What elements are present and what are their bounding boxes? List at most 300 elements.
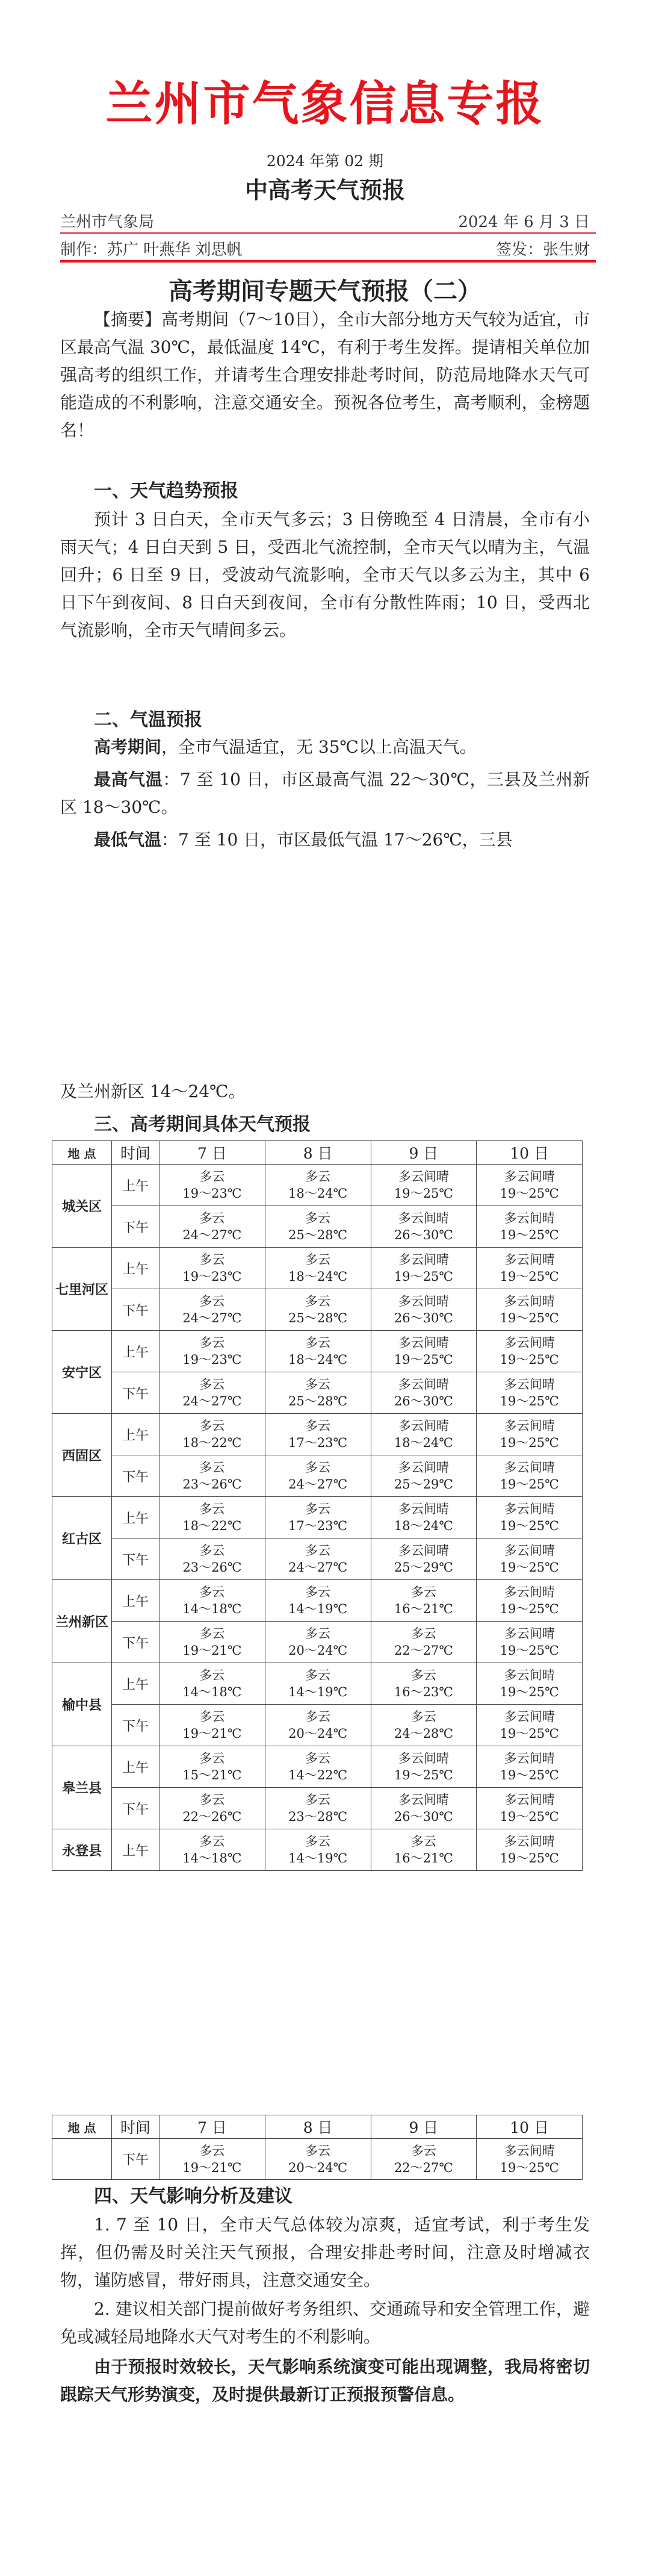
weather-text: 多云间晴	[504, 1502, 555, 1516]
temp-range: 25～28℃	[288, 1228, 348, 1242]
forecast-cell	[371, 1663, 477, 1705]
forecast-cell	[371, 1788, 477, 1829]
temp-range: 19～25℃	[500, 1685, 559, 1699]
temp-range: 19～25℃	[394, 1186, 453, 1201]
table-row	[52, 1663, 583, 1705]
weather-text: 多云间晴	[504, 1294, 555, 1308]
forecast-cell	[477, 1663, 583, 1705]
forecast-cell	[159, 1622, 265, 1663]
time-cell: 下午	[112, 1372, 159, 1414]
temp-range: 25～28℃	[288, 1311, 348, 1325]
weather-text: 多云	[199, 1668, 225, 1682]
forecast-cell	[371, 1248, 477, 1289]
period-text: ，全市气温适宜，无 35℃以上高温天气。	[161, 737, 477, 757]
place-cell	[52, 2139, 112, 2180]
temp-range: 26～30℃	[394, 1394, 453, 1408]
weather-text: 多云	[305, 1169, 331, 1184]
weather-text: 多云	[305, 1585, 331, 1599]
forecast-cell	[159, 1206, 265, 1248]
section-3-title: 三、高考期间具体天气预报	[94, 1114, 311, 1135]
weather-text: 多云间晴	[504, 1252, 555, 1267]
weather-text: 多云	[199, 1211, 225, 1225]
time-cell: 上午	[112, 1414, 159, 1455]
temp-range: 14～18℃	[182, 1602, 242, 1616]
weather-text: 多云	[199, 1336, 225, 1350]
temp-range: 16～23℃	[394, 1685, 453, 1699]
forecast-cell	[265, 1455, 371, 1497]
forecast-cell	[371, 1372, 477, 1414]
temp-range: 14～19℃	[288, 1602, 348, 1616]
weather-text: 多云	[305, 1294, 331, 1308]
forecast-cell	[371, 1165, 477, 1206]
time-cell: 上午	[112, 1248, 159, 1289]
forecast-cell	[477, 1746, 583, 1788]
weather-text: 多云间晴	[504, 1585, 555, 1599]
weather-text: 多云	[199, 1460, 225, 1475]
temp-range: 19～25℃	[500, 1436, 559, 1450]
table-row	[52, 1788, 583, 1829]
weather-text: 多云间晴	[398, 1377, 449, 1392]
temp-range: 19～25℃	[394, 1352, 453, 1367]
time-cell: 下午	[112, 1538, 159, 1580]
temp-range: 24～27℃	[182, 1228, 242, 1242]
forecast-cell	[265, 1372, 371, 1414]
forecast-cell	[477, 1248, 583, 1289]
place-cell: 皋兰县	[52, 1746, 112, 1829]
forecast-cell	[477, 1580, 583, 1622]
forecast-cell	[371, 1497, 477, 1538]
weather-text: 多云	[305, 1543, 331, 1558]
weather-text: 多云间晴	[398, 1211, 449, 1225]
forecast-cell	[159, 1829, 265, 1871]
weather-text: 多云	[305, 1211, 331, 1225]
temp-range: 20～24℃	[288, 1643, 348, 1658]
temp-range: 26～30℃	[394, 1228, 453, 1242]
temp-max	[60, 766, 590, 821]
weather-text: 多云间晴	[398, 1336, 449, 1350]
min-label: 最低气温	[94, 830, 162, 850]
header-day10: 10 日	[477, 2115, 583, 2139]
place-cell: 永登县	[52, 1829, 112, 1871]
place-cell: 七里河区	[52, 1248, 112, 1331]
temp-range: 18～24℃	[288, 1186, 348, 1201]
time-cell: 下午	[112, 1788, 159, 1829]
forecast-table	[52, 1140, 583, 1871]
header-time: 时间	[112, 1141, 159, 1165]
forecast-cell	[477, 1538, 583, 1580]
weather-text: 多云	[410, 1710, 436, 1724]
temp-range: 23～26℃	[182, 1477, 242, 1492]
temp-range: 22～27℃	[394, 1643, 453, 1658]
max-label: 最高气温	[94, 770, 163, 789]
forecast-cell	[159, 1538, 265, 1580]
weather-text: 多云	[199, 1710, 225, 1724]
temp-range: 14～19℃	[288, 1851, 348, 1865]
temp-range: 17～23℃	[288, 1436, 348, 1450]
time-cell: 上午	[112, 1165, 159, 1206]
weather-text: 多云	[305, 1502, 331, 1516]
forecast-cell	[159, 1663, 265, 1705]
place-cell: 红古区	[52, 1497, 112, 1580]
header-day9: 9 日	[371, 2115, 477, 2139]
forecast-cell	[159, 1414, 265, 1455]
temp-range: 18～24℃	[394, 1519, 453, 1533]
temp-range: 18～24℃	[394, 1436, 453, 1450]
forecast-cell	[159, 1788, 265, 1829]
time-cell: 下午	[112, 1206, 159, 1248]
forecast-cell	[159, 1580, 265, 1622]
weather-text: 多云	[305, 1793, 331, 1807]
header-day8: 8 日	[265, 1141, 371, 1165]
forecast-cell	[371, 1455, 477, 1497]
temp-range: 18～24℃	[288, 1269, 348, 1284]
temp-range: 19～25℃	[500, 1352, 559, 1367]
forecast-cell	[265, 1248, 371, 1289]
issue-date: 2024 年 6 月 3 日	[458, 213, 590, 231]
weather-text: 多云间晴	[504, 1169, 555, 1184]
place-cell: 西固区	[52, 1414, 112, 1497]
temp-range: 19～25℃	[500, 1643, 559, 1658]
place-cell: 榆中县	[52, 1663, 112, 1746]
doc-title: 高考期间专题天气预报（二）	[169, 277, 481, 305]
header-day10: 10 日	[477, 1141, 583, 1165]
issue-number: 2024 年第 02 期	[266, 152, 384, 170]
temp-range: 19～23℃	[182, 1352, 242, 1367]
weather-text: 多云间晴	[504, 1377, 555, 1392]
temp-range: 19～25℃	[394, 1768, 453, 1782]
forecast-cell	[371, 1580, 477, 1622]
forecast-cell	[265, 1538, 371, 1580]
table-row	[52, 1497, 583, 1538]
forecast-cell	[371, 1705, 477, 1746]
table-row	[52, 1289, 583, 1331]
weather-text: 多云	[199, 1294, 225, 1308]
period-label: 高考期间	[94, 737, 162, 757]
weather-text: 多云	[305, 1460, 331, 1475]
forecast-cell	[159, 1248, 265, 1289]
temp-range: 18～22℃	[182, 1436, 242, 1450]
forecast-cell	[265, 1580, 371, 1622]
weather-text: 多云间晴	[504, 1793, 555, 1807]
header-rule-thick	[60, 260, 596, 263]
temp-range: 24～28℃	[394, 1726, 453, 1741]
temp-range: 23～28℃	[288, 1809, 348, 1824]
weather-text: 多云间晴	[398, 1419, 449, 1433]
table-header-row	[52, 2115, 583, 2139]
weather-text: 多云	[305, 1336, 331, 1350]
weather-text: 多云	[199, 1626, 225, 1641]
temp-range: 19～21℃	[182, 2160, 242, 2175]
header-day9: 9 日	[371, 1141, 477, 1165]
report-masthead: 兰州市气象信息专报	[105, 77, 545, 131]
forecast-cell	[265, 1746, 371, 1788]
table-row	[52, 1746, 583, 1788]
temp-range: 25～29℃	[394, 1477, 453, 1492]
header-rule-thin	[60, 232, 596, 234]
temp-range: 19～21℃	[182, 1643, 242, 1658]
editors: 制作：苏广 叶燕华 刘思帆	[60, 241, 243, 259]
time-cell: 上午	[112, 1331, 159, 1372]
forecast-table-continued	[52, 2115, 583, 2180]
forecast-cell	[477, 1705, 583, 1746]
forecast-cell	[159, 1455, 265, 1497]
temp-range: 19～25℃	[500, 2160, 559, 2175]
forecast-cell	[159, 1746, 265, 1788]
weather-text: 多云	[199, 2143, 225, 2158]
temp-range: 24～27℃	[182, 1311, 242, 1325]
advice-paragraph-1: 1. 7 至 10 日，全市天气总体较为凉爽，适宜考试，利于考生发挥，但仍需及时关注天气预报，合理安排赴考时间，注意及时增减衣物，谨防感冒，带好雨具，注意交通安全。	[60, 2215, 590, 2290]
section-1-title: 一、天气趋势预报	[94, 481, 238, 502]
temp-range: 19～25℃	[500, 1851, 559, 1865]
place-cell: 兰州新区	[52, 1580, 112, 1663]
header-day7: 7 日	[159, 2115, 265, 2139]
summary-paragraph: 【摘要】高考期间（7～10日），全市大部分地方天气较为适宜，市区最高气温 30℃，最低温度 14℃，有利于考生发挥。提请相关单位加强高考的组织工作，并请考生合理安排赴考时间，防范局地降水天气可能造成的不利影响，注意交通安全。预祝各位考生，高考顺利，金榜题名！	[60, 310, 590, 440]
weather-text: 多云	[199, 1169, 225, 1184]
forecast-cell	[159, 1705, 265, 1746]
time-cell: 下午	[112, 1289, 159, 1331]
temp-range: 18～22℃	[182, 1519, 242, 1533]
weather-text: 多云间晴	[504, 1834, 555, 1849]
time-cell: 下午	[112, 2139, 159, 2180]
table-row	[52, 1331, 583, 1372]
max-text: ：7 至 10 日，市区最高气温 22～30℃，三县及兰州新区 18～30℃。	[60, 770, 590, 817]
time-cell: 上午	[112, 1580, 159, 1622]
temp-range: 14～22℃	[288, 1768, 348, 1782]
header-place: 地 点	[52, 1141, 112, 1165]
time-cell: 上午	[112, 1663, 159, 1705]
forecast-cell	[265, 1829, 371, 1871]
weather-text: 多云	[199, 1793, 225, 1807]
temp-range: 20～24℃	[288, 1726, 348, 1741]
temp-range: 22～27℃	[394, 2160, 453, 2175]
forecast-cell	[265, 2139, 371, 2180]
temp-range: 19～25℃	[500, 1477, 559, 1492]
weather-text: 多云	[410, 2143, 436, 2158]
forecast-cell	[371, 1206, 477, 1248]
forecast-cell	[477, 1165, 583, 1206]
forecast-cell	[477, 1414, 583, 1455]
weather-text: 多云间晴	[398, 1252, 449, 1267]
temp-range: 19～25℃	[500, 1186, 559, 1201]
weather-text: 多云	[199, 1377, 225, 1392]
section-1-body: 预计 3 日白天，全市天气多云；3 日傍晚至 4 日清晨，全市有小雨天气；4 日白天到 5 日，受西北气流控制，全市天气以晴为主，气温回升；6 日至 9 日，受波动气流影响，全市天气以多云为主，其中 6 日下午到夜间、8 日白天到夜间，全市有分散性阵雨；10 日，受西北气流影响，全市天气晴间多云。	[60, 509, 590, 640]
temp-range: 19～25℃	[500, 1726, 559, 1741]
temp-range: 19～25℃	[500, 1269, 559, 1284]
place-cell: 安宁区	[52, 1331, 112, 1414]
weather-text: 多云间晴	[504, 1336, 555, 1350]
section-2-title: 二、气温预报	[94, 709, 202, 730]
weather-text: 多云	[305, 1377, 331, 1392]
table-row	[52, 1455, 583, 1497]
issuing-org: 兰州市气象局	[60, 213, 155, 231]
temp-min-cont: 及兰州新区 14～24℃。	[60, 1081, 246, 1101]
temp-range: 24～27℃	[288, 1560, 348, 1575]
forecast-cell	[477, 1455, 583, 1497]
weather-text: 多云	[410, 1834, 436, 1849]
weather-text: 多云	[305, 1751, 331, 1766]
table-row	[52, 1622, 583, 1663]
weather-text: 多云间晴	[504, 1460, 555, 1475]
section-4-title: 四、天气影响分析及建议	[94, 2186, 292, 2207]
temp-range: 24～27℃	[182, 1394, 242, 1408]
weather-text: 多云	[305, 2143, 331, 2158]
table-row	[52, 1165, 583, 1206]
time-cell: 下午	[112, 1705, 159, 1746]
weather-text: 多云间晴	[398, 1502, 449, 1516]
forecast-cell	[159, 1289, 265, 1331]
time-cell: 上午	[112, 1746, 159, 1788]
weather-text: 多云	[199, 1751, 225, 1766]
forecast-cell	[371, 1829, 477, 1871]
temp-range: 15～21℃	[182, 1768, 242, 1782]
temp-range: 24～27℃	[288, 1477, 348, 1492]
weather-text: 多云	[199, 1252, 225, 1267]
forecast-cell	[371, 2139, 477, 2180]
temp-range: 19～25℃	[500, 1311, 559, 1325]
time-cell: 下午	[112, 1455, 159, 1497]
temp-range: 26～30℃	[394, 1311, 453, 1325]
temp-range: 19～25℃	[500, 1394, 559, 1408]
forecast-cell	[265, 1705, 371, 1746]
temp-range: 20～24℃	[288, 2160, 348, 2175]
forecast-cell	[265, 1206, 371, 1248]
forecast-cell	[477, 1829, 583, 1871]
forecast-cell	[477, 1497, 583, 1538]
weather-text: 多云间晴	[504, 1668, 555, 1682]
temp-range: 19～25℃	[394, 1269, 453, 1284]
forecast-cell	[159, 1165, 265, 1206]
header-time: 时间	[112, 2115, 159, 2139]
weather-text: 多云间晴	[398, 1543, 449, 1558]
forecast-cell	[159, 2139, 265, 2180]
table-row	[52, 1206, 583, 1248]
weather-text: 多云	[410, 1585, 436, 1599]
temp-range: 26～30℃	[394, 1809, 453, 1824]
forecast-cell	[371, 1414, 477, 1455]
forecast-cell	[265, 1414, 371, 1455]
forecast-cell	[159, 1331, 265, 1372]
weather-text: 多云	[199, 1419, 225, 1433]
forecast-cell	[159, 1372, 265, 1414]
forecast-cell	[477, 1622, 583, 1663]
forecast-cell	[477, 1206, 583, 1248]
weather-text: 多云间晴	[398, 1460, 449, 1475]
advice-paragraph-2: 2. 建议相关部门提前做好考务组织、交通疏导和安全管理工作，避免或减轻局地降水天气对考生的不利影响。	[60, 2299, 590, 2347]
report-subtitle: 中高考天气预报	[244, 176, 405, 204]
table-row	[52, 1414, 583, 1455]
weather-text: 多云	[199, 1543, 225, 1558]
weather-text: 多云	[305, 1668, 331, 1682]
weather-text: 多云间晴	[504, 1626, 555, 1641]
forecast-cell	[265, 1497, 371, 1538]
weather-text: 多云	[199, 1502, 225, 1516]
weather-text: 多云间晴	[398, 1169, 449, 1184]
temp-range: 19～25℃	[500, 1809, 559, 1824]
forecast-cell	[477, 1331, 583, 1372]
weather-text: 多云	[199, 1585, 225, 1599]
temp-min	[60, 826, 590, 854]
weather-text: 多云	[305, 1710, 331, 1724]
weather-text: 多云间晴	[398, 1294, 449, 1308]
temp-range: 19～25℃	[500, 1519, 559, 1533]
forecast-cell	[477, 1788, 583, 1829]
weather-text: 多云间晴	[504, 1751, 555, 1766]
time-cell: 上午	[112, 1829, 159, 1871]
table-row	[52, 2139, 583, 2180]
forecast-cell	[265, 1663, 371, 1705]
temp-range: 16～21℃	[394, 1602, 453, 1616]
temp-range: 14～18℃	[182, 1685, 242, 1699]
weather-text: 多云间晴	[504, 1211, 555, 1225]
header-day7: 7 日	[159, 1141, 265, 1165]
temp-range: 22～26℃	[182, 1809, 242, 1824]
temp-range: 19～21℃	[182, 1726, 242, 1741]
table-row	[52, 1538, 583, 1580]
table-row	[52, 1580, 583, 1622]
weather-text: 多云	[410, 1668, 436, 1682]
weather-text: 多云	[305, 1834, 331, 1849]
temp-range: 14～19℃	[288, 1685, 348, 1699]
forecast-cell	[265, 1289, 371, 1331]
forecast-cell	[477, 1289, 583, 1331]
forecast-cell	[265, 1165, 371, 1206]
forecast-cell	[265, 1331, 371, 1372]
temp-range: 19～25℃	[500, 1768, 559, 1782]
temp-range: 19～25℃	[500, 1560, 559, 1575]
forecast-cell	[371, 1538, 477, 1580]
table-row	[52, 1705, 583, 1746]
weather-text: 多云	[305, 1252, 331, 1267]
table-row	[52, 1248, 583, 1289]
signer: 签发：张生财	[495, 241, 590, 259]
forecast-cell	[265, 1622, 371, 1663]
temp-period	[60, 733, 590, 761]
forecast-cell	[371, 1746, 477, 1788]
weather-text: 多云间晴	[398, 1793, 449, 1807]
forecast-cell	[371, 1622, 477, 1663]
temp-range: 16～21℃	[394, 1851, 453, 1865]
forecast-cell	[265, 1788, 371, 1829]
time-cell: 下午	[112, 1622, 159, 1663]
temp-range: 17～23℃	[288, 1519, 348, 1533]
weather-text: 多云	[199, 1834, 225, 1849]
forecast-cell	[477, 2139, 583, 2180]
temp-range: 19～25℃	[500, 1228, 559, 1242]
weather-text: 多云间晴	[504, 1419, 555, 1433]
weather-text: 多云间晴	[504, 2143, 555, 2158]
min-text-1: ：7 至 10 日，市区最低气温 17～26℃，三县	[161, 830, 513, 850]
weather-text: 多云间晴	[504, 1543, 555, 1558]
place-cell: 城关区	[52, 1165, 112, 1248]
temp-range: 23～26℃	[182, 1560, 242, 1575]
table-row	[52, 1829, 583, 1871]
temp-range: 19～23℃	[182, 1186, 242, 1201]
weather-text: 多云间晴	[398, 1751, 449, 1766]
weather-text: 多云间晴	[504, 1710, 555, 1724]
closing-note: 由于预报时效较长，天气影响系统演变可能出现调整，我局将密切跟踪天气形势演变，及时提供最新订正预报预警信息。	[60, 2357, 590, 2404]
weather-text: 多云	[410, 1626, 436, 1641]
temp-range: 18～24℃	[288, 1352, 348, 1367]
temp-range: 19～25℃	[500, 1602, 559, 1616]
time-cell: 上午	[112, 1497, 159, 1538]
temp-range: 25～29℃	[394, 1560, 453, 1575]
header-place: 地 点	[52, 2115, 112, 2139]
header-day8: 8 日	[265, 2115, 371, 2139]
table-header-row	[52, 1141, 583, 1165]
temp-range: 19～23℃	[182, 1269, 242, 1284]
temp-range: 25～28℃	[288, 1394, 348, 1408]
forecast-cell	[371, 1289, 477, 1331]
